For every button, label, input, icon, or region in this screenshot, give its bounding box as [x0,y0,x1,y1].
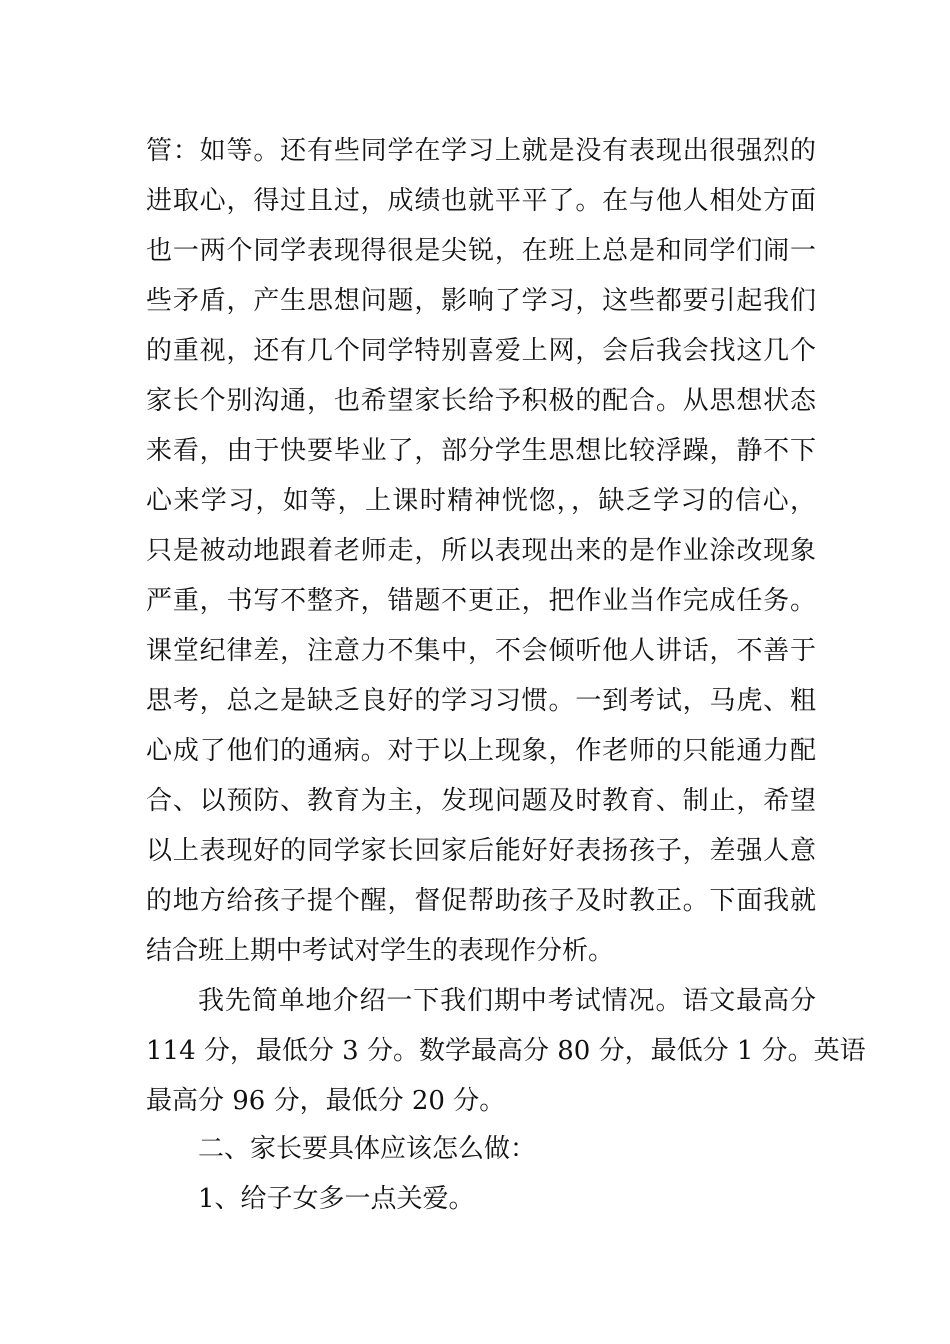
text-line: 只是被动地跟着老师走，所以表现出来的是作业涂改现象 [146,536,816,566]
paragraph-exam-scores [146,976,866,1126]
section-heading [146,1124,816,1174]
text-line: 严重，书写不整齐，错题不更正，把作业当作完成任务。 [146,586,816,616]
text-line: 以上表现好的同学家长回家后能好好表扬孩子，差强人意 [146,836,816,866]
text-line: 的地方给孩子提个醒，督促帮助孩子及时教正。下面我就 [146,886,816,916]
text-line: 心来学习，如等，上课时精神恍惚，，缺乏学习的信心， [146,486,816,516]
text-line: 些矛盾，产生思想问题，影响了学习，这些都要引起我们 [146,286,816,316]
text-line: 的重视，还有几个同学特别喜爱上网，会后我会找这几个 [146,336,816,366]
text-line: 合、以预防、教育为主，发现问题及时教育、制止，希望 [146,786,816,816]
list-item-heading [146,1174,816,1224]
text-line: 我先简单地介绍一下我们期中考试情况。语文最高分 [198,986,816,1016]
text-line: 最高分 96 分，最低分 20 分。 [146,1086,506,1116]
text-line: 114 分，最低分 3 分。数学最高分 80 分，最低分 1 分。英语 [146,1036,866,1066]
text-line: 二、家长要具体应该怎么做： [198,1134,537,1164]
text-line: 课堂纪律差，注意力不集中，不会倾听他人讲话，不善于 [146,636,816,666]
text-line: 也一两个同学表现得很是尖锐，在班上总是和同学们闹一 [146,236,816,266]
paragraph-student-behavior [146,126,816,976]
text-line: 家长个别沟通，也希望家长给予积极的配合。从思想状态 [146,386,816,416]
text-line: 来看，由于快要毕业了，部分学生思想比较浮躁，静不下 [146,436,816,466]
text-line: 结合班上期中考试对学生的表现作分析。 [146,936,615,966]
text-line: 1、给子女多一点关爱。 [198,1184,475,1214]
text-line: 管：如等。还有些同学在学习上就是没有表现出很强烈的 [146,136,816,166]
text-line: 思考，总之是缺乏良好的学习习惯。一到考试，马虎、粗 [146,686,816,716]
text-line: 心成了他们的通病。对于以上现象，作老师的只能通力配 [146,736,816,766]
text-line: 进取心，得过且过，成绩也就平平了。在与他人相处方面 [146,186,816,216]
